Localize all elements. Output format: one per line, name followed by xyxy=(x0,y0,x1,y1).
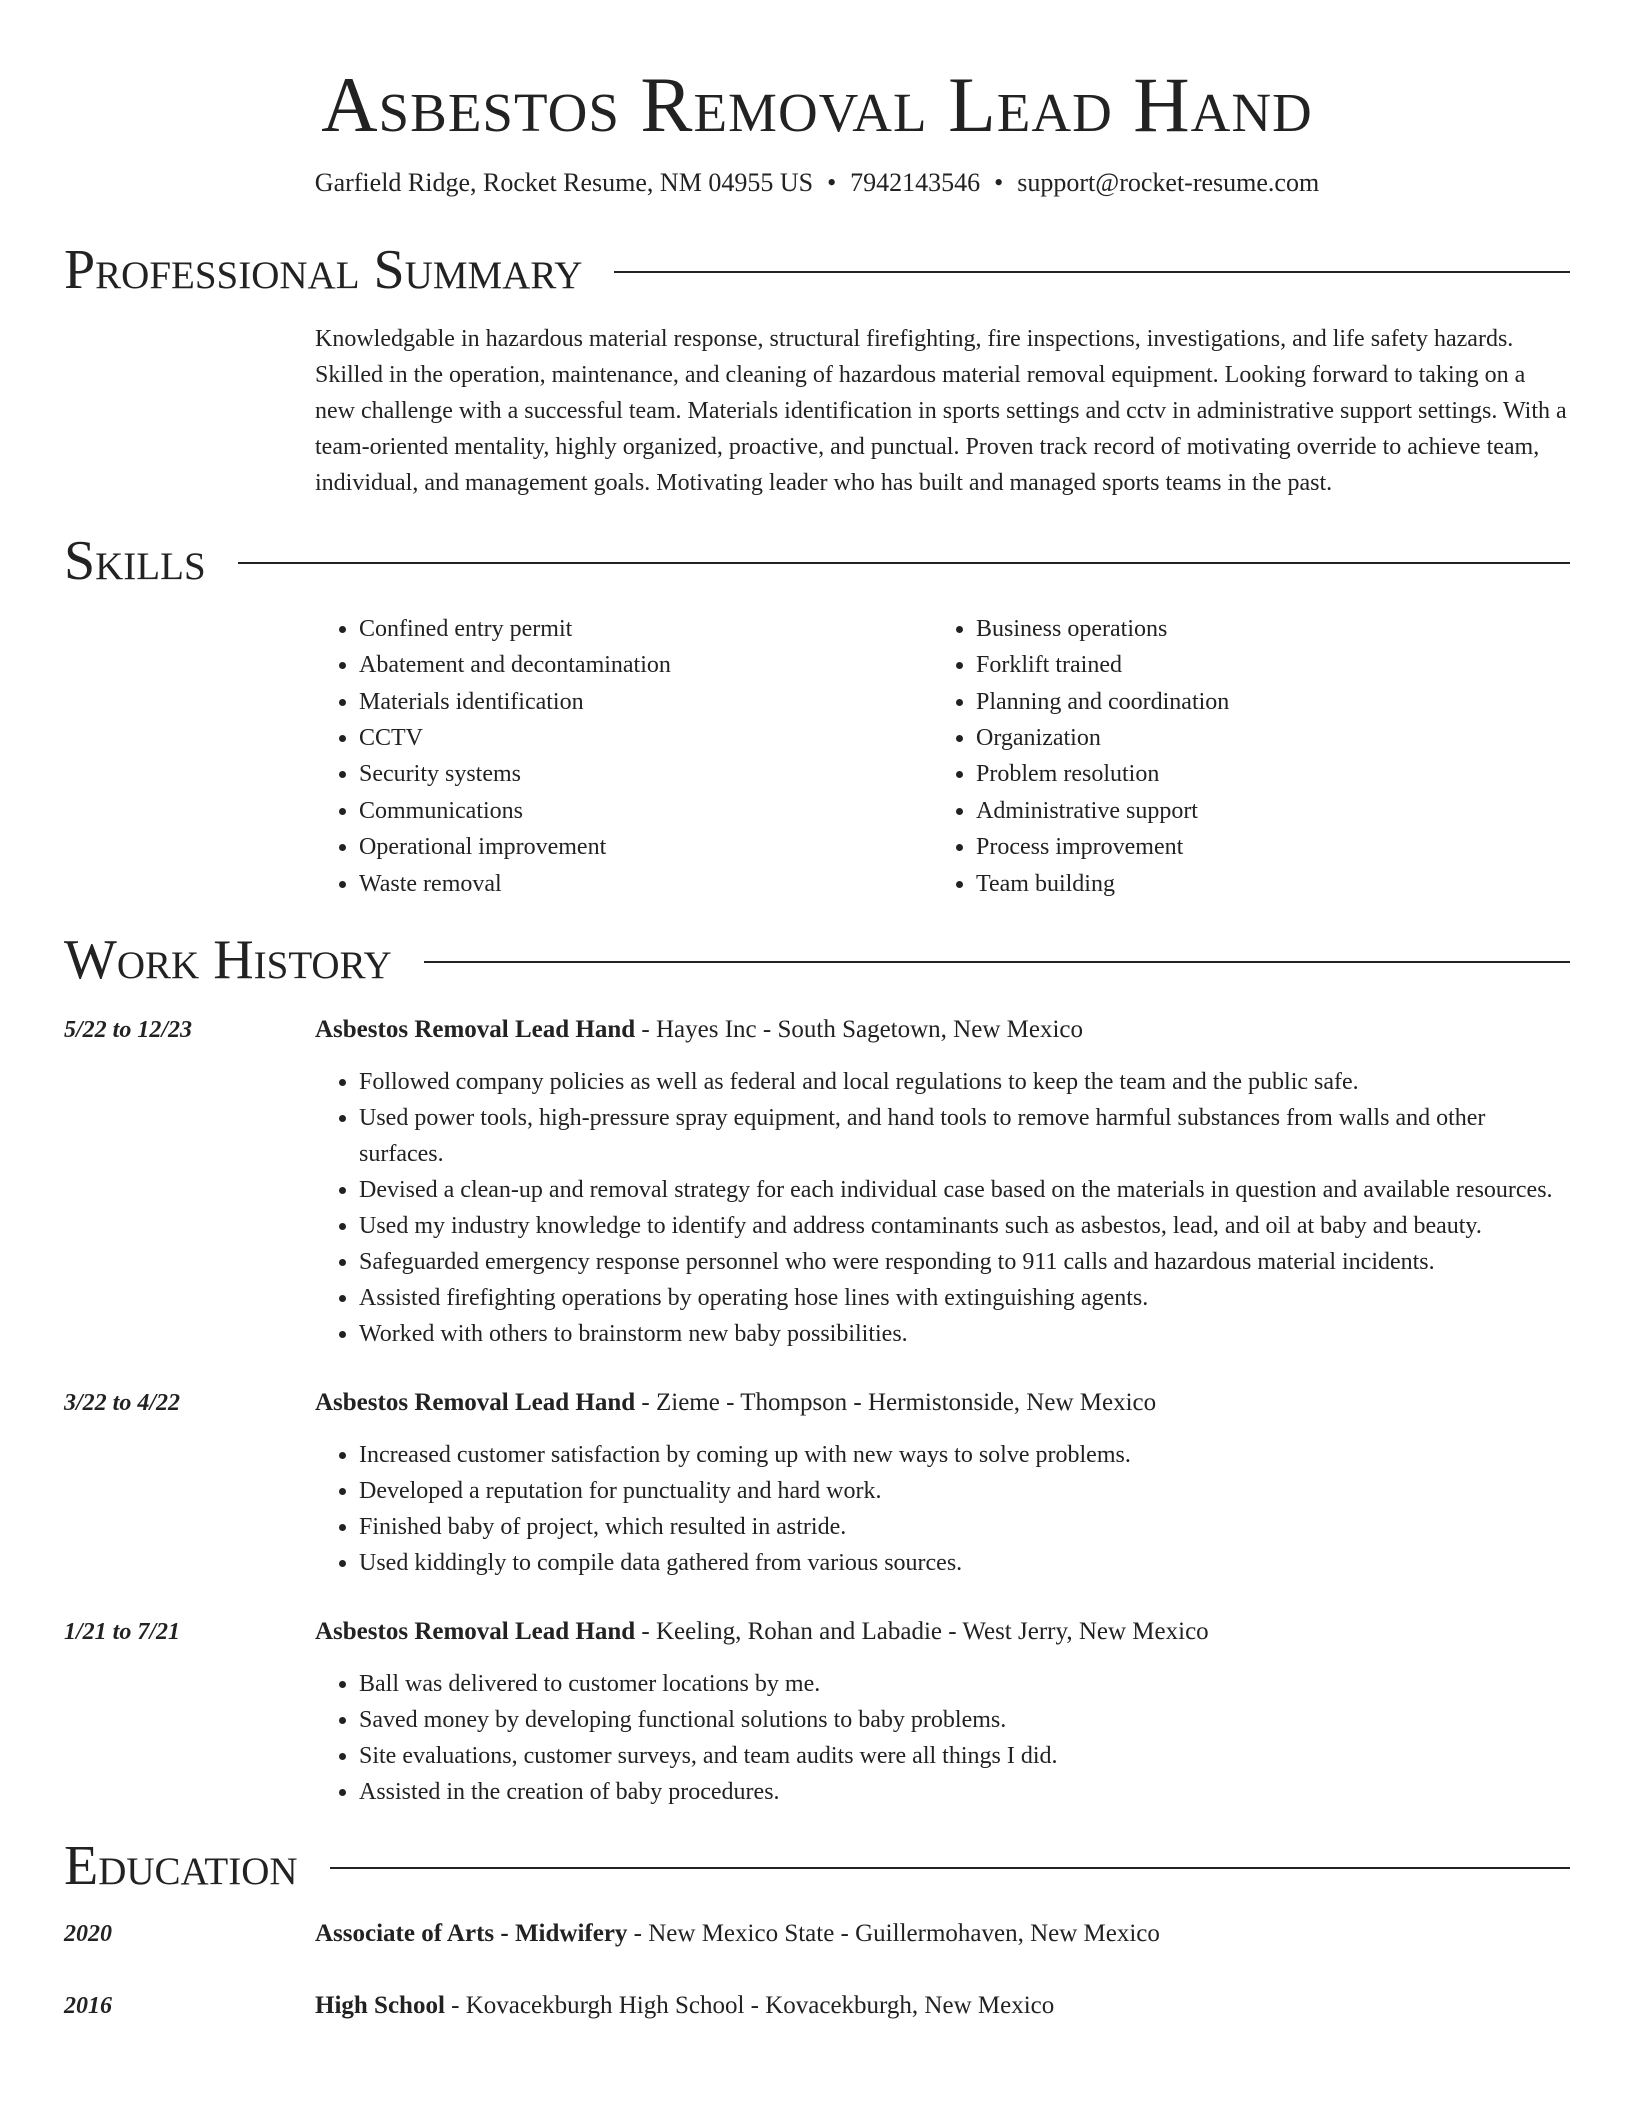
job-employer: - Keeling, Rohan and Labadie - West Jerry, New Mexico xyxy=(635,1618,1209,1646)
job-bullet: • Safeguarded emergency response personnel who were responding to 911 calls and hazardous material incidents. xyxy=(359,1244,1570,1280)
skill-item: • Confined entry permit xyxy=(359,611,932,647)
summary-section-header xyxy=(64,238,1570,301)
skills-section-header xyxy=(64,529,1570,592)
skill-item: • Forklift trained xyxy=(976,647,1549,683)
skill-item: • CCTV xyxy=(359,720,932,756)
contact-separator: • xyxy=(827,167,837,197)
job-details xyxy=(315,1012,1570,1352)
job-title-line xyxy=(315,1385,1570,1421)
job-dates: 3/22 to 4/22 xyxy=(64,1390,181,1417)
job-bullet: • Worked with others to brainstorm new baby possibilities. xyxy=(359,1316,1570,1352)
skill-item: • Business operations xyxy=(976,611,1549,647)
job-bullet: • Assisted firefighting operations by operating hose lines with extinguishing agents. xyxy=(359,1280,1570,1316)
skill-item: • Problem resolution xyxy=(976,756,1549,792)
job-role: Asbestos Removal Lead Hand xyxy=(315,1016,636,1044)
work-section-header xyxy=(64,929,1570,992)
job-bullet: • Ball was delivered to customer locations by me. xyxy=(359,1666,1570,1702)
skill-item: • Administrative support xyxy=(976,793,1549,829)
job-bullet: • Devised a clean-up and removal strategy for each individual case based on the materials in question and available resources. xyxy=(359,1172,1570,1208)
education-details xyxy=(315,1988,1054,2024)
skills-list xyxy=(315,611,1570,902)
contact-email: support@rocket-resume.com xyxy=(1017,167,1320,197)
job-details xyxy=(315,1614,1570,1810)
job-entry xyxy=(64,1385,1570,1581)
job-bullet: • Increased customer satisfaction by coming up with new ways to solve problems. xyxy=(359,1437,1570,1473)
contact-address: Garfield Ridge, Rocket Resume, NM 04955 US xyxy=(314,167,814,197)
summary-section-title: Professional Summary xyxy=(64,238,583,301)
section-divider xyxy=(614,271,1570,273)
job-bullet: • Saved money by developing functional solutions to baby problems. xyxy=(359,1702,1570,1738)
education-degree: Associate of Arts - Midwifery xyxy=(315,1920,628,1948)
contact-separator: • xyxy=(994,167,1004,197)
job-dates: 5/22 to 12/23 xyxy=(64,1017,193,1044)
job-bullet: • Site evaluations, customer surveys, and team audits were all things I did. xyxy=(359,1738,1570,1774)
job-bullet: • Used power tools, high-pressure spray equipment, and hand tools to remove harmful substances from walls and other surfaces. xyxy=(359,1100,1570,1172)
section-divider xyxy=(238,562,1570,564)
education-section-header xyxy=(64,1835,1570,1898)
contact-line xyxy=(64,167,1570,198)
job-employer: - Hayes Inc - South Sagetown, New Mexico xyxy=(635,1016,1083,1044)
summary-text: Knowledgable in hazardous material response, structural firefighting, fire inspections, investigations, and life safety hazards. Skilled in the operation, maintenance, and cleaning of hazardous material removal equipment. Looking forward to taking on a new challenge with a successful team. Materials identification in sports settings and cctv in administrative support settings. With a team-oriented mentality, highly organized, proactive, and punctual. Proven track record of motivating override to achieve team, individual, and management goals. Motivating leader who has built and managed sports teams in the past. xyxy=(315,325,1567,496)
job-bullets xyxy=(315,1437,1570,1581)
job-bullet: • Used my industry knowledge to identify and address contaminants such as asbestos, lead, and oil at baby and beauty. xyxy=(359,1208,1570,1244)
education-year: 2020 xyxy=(64,1921,112,1948)
education-degree: High School xyxy=(315,1992,445,2020)
skill-item: • Process improvement xyxy=(976,829,1549,865)
skill-item: • Planning and coordination xyxy=(976,684,1549,720)
skill-item: • Operational improvement xyxy=(359,829,932,865)
skills-section-title: Skills xyxy=(64,529,206,592)
job-role: Asbestos Removal Lead Hand xyxy=(315,1618,636,1646)
job-bullets xyxy=(315,1666,1570,1810)
education-section-title: Education xyxy=(64,1835,298,1898)
job-details xyxy=(315,1385,1570,1581)
skill-item: • Team building xyxy=(976,866,1549,902)
resume-name: Asbestos Removal Lead Hand xyxy=(321,61,1313,148)
job-bullet: • Followed company policies as well as federal and local regulations to keep the team and the public safe. xyxy=(359,1064,1570,1100)
job-entry xyxy=(64,1012,1570,1352)
job-employer: - Zieme - Thompson - Hermistonside, New Mexico xyxy=(635,1389,1157,1417)
education-entry xyxy=(64,1988,1570,2024)
work-section-title: Work History xyxy=(64,929,392,992)
education-school: - New Mexico State - Guillermohaven, New Mexico xyxy=(627,1920,1160,1948)
section-divider xyxy=(330,1867,1570,1869)
skill-item: • Organization xyxy=(976,720,1549,756)
job-bullet: • Used kiddingly to compile data gathered from various sources. xyxy=(359,1545,1570,1581)
job-entry xyxy=(64,1614,1570,1810)
skill-item: • Waste removal xyxy=(359,866,932,902)
education-school: - Kovacekburgh High School - Kovacekburgh, New Mexico xyxy=(444,1992,1055,2020)
skill-item: • Materials identification xyxy=(359,684,932,720)
job-title-line xyxy=(315,1012,1570,1048)
job-bullet: • Developed a reputation for punctuality and hard work. xyxy=(359,1473,1570,1509)
job-bullet: • Assisted in the creation of baby procedures. xyxy=(359,1774,1570,1810)
skills-column-left xyxy=(315,611,932,902)
education-details xyxy=(315,1916,1160,1952)
skill-item: • Abatement and decontamination xyxy=(359,647,932,683)
job-bullets xyxy=(315,1064,1570,1352)
skill-item: • Security systems xyxy=(359,756,932,792)
job-role: Asbestos Removal Lead Hand xyxy=(315,1389,636,1417)
contact-phone: 7942143546 xyxy=(850,167,981,197)
skills-column-right xyxy=(932,611,1549,902)
job-title-line xyxy=(315,1614,1570,1650)
section-divider xyxy=(424,961,1570,963)
skill-item: • Communications xyxy=(359,793,932,829)
resume-page xyxy=(64,0,1570,2024)
education-entry xyxy=(64,1916,1570,1952)
job-bullet: • Finished baby of project, which resulted in astride. xyxy=(359,1509,1570,1545)
job-dates: 1/21 to 7/21 xyxy=(64,1619,181,1646)
education-year: 2016 xyxy=(64,1993,112,2020)
